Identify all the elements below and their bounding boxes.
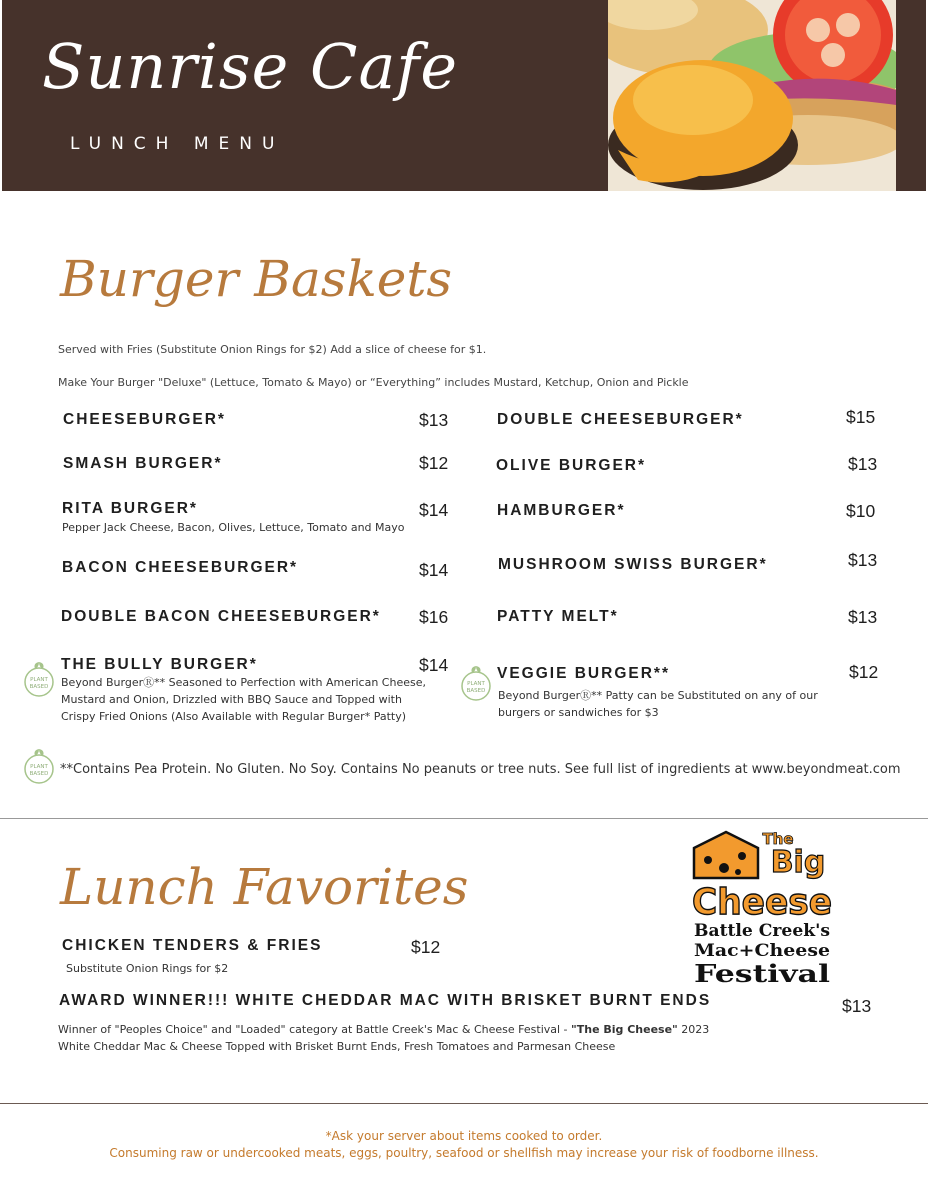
menu-subtitle: LUNCH MENU (70, 134, 285, 154)
item-chicken-tenders-desc: Substitute Onion Rings for $2 (66, 962, 229, 975)
badge-text-based: BASED (29, 771, 49, 777)
item-chicken-tenders-name: CHICKEN TENDERS & FRIES (62, 937, 323, 954)
pea-protein-footnote: **Contains Pea Protein. No Gluten. No Soy. Contains No peanuts or tree nuts. See full list of ingredients at www.beyondmeat.com (60, 762, 901, 777)
badge-text-plant: PLANT (467, 681, 485, 687)
big-cheese-festival-logo (690, 826, 835, 988)
item-hamburger-name: HAMBURGER* (497, 502, 626, 519)
item-bacon-cheeseburger-price: $14 (419, 560, 449, 580)
item-double-bacon-cheeseburger-price: $16 (419, 607, 449, 627)
item-smash-burger-price: $12 (419, 453, 449, 473)
section-divider (0, 1103, 928, 1104)
item-olive-burger-price: $13 (848, 454, 878, 474)
item-bully-burger-name: THE BULLY BURGER* (61, 656, 258, 673)
item-bully-burger-desc-2: Mustard and Onion, Drizzled with BBQ Sauce and Topped with (61, 693, 402, 706)
badge-text-based: BASED (466, 688, 486, 694)
badge-text-based: BASED (29, 684, 49, 690)
burger-intro-2: Make Your Burger "Deluxe" (Lettuce, Tomato & Mayo) or “Everything” includes Mustard, Ketchup, Onion and Pickle (58, 376, 689, 389)
item-rita-burger-desc: Pepper Jack Cheese, Bacon, Olives, Lettuce, Tomato and Mayo (62, 521, 405, 534)
item-veggie-burger-desc-1: Beyond BurgerⓇ** Patty can be Substituted on any of our (498, 689, 818, 702)
badge-text-plant: PLANT (30, 677, 48, 683)
plant-based-icon (459, 664, 493, 702)
item-cheeseburger-name: CHEESEBURGER* (63, 411, 226, 428)
footer-note-1: *Ask your server about items cooked to order. (325, 1129, 603, 1143)
award-desc-text: Winner of "Peoples Choice" and "Loaded" category at Battle Creek's Mac & Cheese Festival - (58, 1023, 572, 1036)
section-divider (0, 818, 928, 819)
item-patty-melt-name: PATTY MELT* (497, 608, 619, 625)
logo-line-3: Cheese (692, 882, 832, 923)
item-double-bacon-cheeseburger-name: DOUBLE BACON CHEESEBURGER* (61, 608, 381, 625)
item-bacon-cheeseburger-name: BACON CHEESEBURGER* (62, 559, 299, 576)
plant-based-icon (22, 660, 56, 698)
item-chicken-tenders-price: $12 (411, 937, 441, 957)
header-banner (2, 0, 926, 191)
item-bully-burger-price: $14 (419, 655, 449, 675)
item-patty-melt-price: $13 (848, 607, 878, 627)
item-veggie-burger-price: $12 (849, 662, 879, 682)
item-double-cheeseburger-name: DOUBLE CHEESEBURGER* (497, 411, 744, 428)
plant-based-icon (22, 747, 56, 785)
logo-line-4: Battle Creek's (694, 921, 830, 941)
lunch-favorites-title: Lunch Favorites (60, 858, 469, 916)
item-hamburger-price: $10 (846, 501, 876, 521)
logo-line-6: Festival (694, 959, 830, 988)
award-desc-year: 2023 (677, 1023, 710, 1036)
item-rita-burger-price: $14 (419, 500, 449, 520)
item-bully-burger-desc-1: Beyond BurgerⓇ** Seasoned to Perfection with American Cheese, (61, 676, 426, 689)
item-olive-burger-name: OLIVE BURGER* (496, 457, 647, 474)
item-veggie-burger-desc-2: burgers or sandwiches for $3 (498, 706, 659, 719)
award-desc-emphasis: "The Big Cheese" (571, 1023, 678, 1036)
burger-baskets-title: Burger Baskets (60, 250, 453, 308)
burger-intro-1: Served with Fries (Substitute Onion Rings for $2) Add a slice of cheese for $1. (58, 343, 487, 356)
item-mushroom-swiss-burger-name: MUSHROOM SWISS BURGER* (498, 556, 768, 573)
logo-line-2: Big (770, 845, 826, 880)
logo-line-1: The (762, 830, 794, 848)
item-rita-burger-name: RITA BURGER* (62, 500, 198, 517)
brand-name: Sunrise Cafe (42, 30, 459, 103)
footer-note-2: Consuming raw or undercooked meats, eggs, poultry, seafood or shellfish may increase your risk of foodborne illness. (109, 1146, 819, 1160)
item-award-winner-desc-2: White Cheddar Mac & Cheese Topped with Brisket Burnt Ends, Fresh Tomatoes and Parmesan Cheese (58, 1040, 616, 1053)
item-award-winner-name: AWARD WINNER!!! WHITE CHEDDAR MAC WITH BRISKET BURNT ENDS (59, 992, 712, 1009)
item-cheeseburger-price: $13 (419, 410, 449, 430)
item-mushroom-swiss-burger-price: $13 (848, 550, 878, 570)
badge-text-plant: PLANT (30, 764, 48, 770)
logo-line-5: Mac+Cheese (694, 941, 831, 961)
item-veggie-burger-name: VEGGIE BURGER** (497, 665, 670, 682)
item-award-winner-price: $13 (842, 996, 872, 1016)
item-double-cheeseburger-price: $15 (846, 407, 876, 427)
item-award-winner-desc-1 (58, 1021, 709, 1038)
item-bully-burger-desc-3: Crispy Fried Onions (Also Available with Regular Burger* Patty) (61, 710, 407, 723)
burger-photo (608, 0, 896, 191)
item-smash-burger-name: SMASH BURGER* (63, 455, 223, 472)
